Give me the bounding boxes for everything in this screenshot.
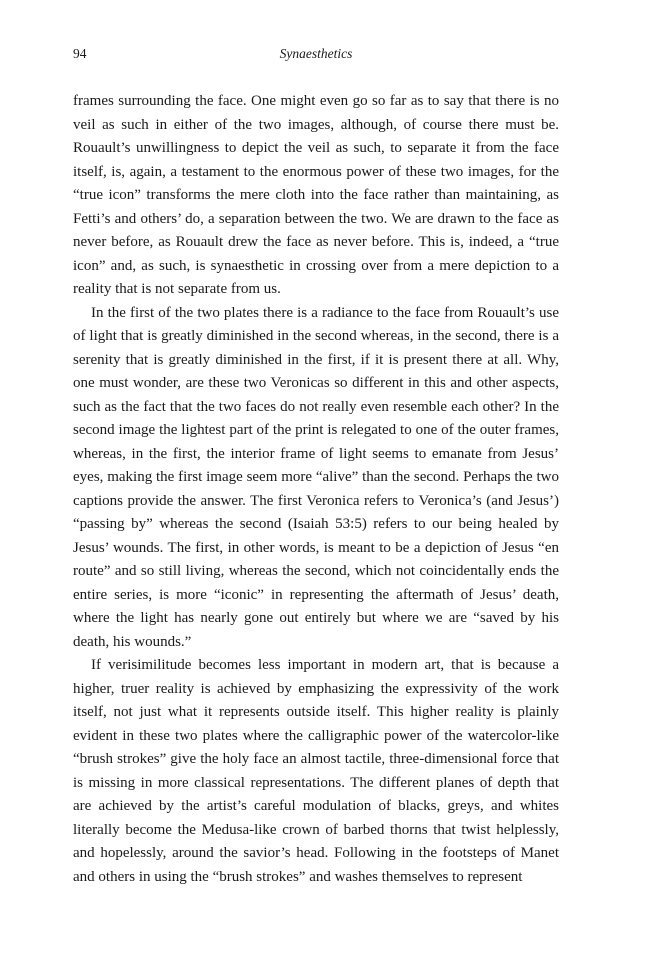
page-number: 94 xyxy=(73,46,87,61)
running-head: Synaesthetics xyxy=(279,46,353,61)
paragraph: frames surrounding the face. One might even go so far as to say that there is no veil as such in either of the two images, although, of course there must be. Rouault’s unwillingness to depict the veil as such, to separate it from the face itself, is, again, a testament to the enormous power of these two images, for the “true icon” transforms the mere cloth into the face rather than maintaining, as Fetti’s and others’ do, a separation between the two. We are drawn to the face as never before, as Rouault drew the face as never before. This is, indeed, a “true icon” and, as such, is synaesthetic in crossing over from a mere depiction to a reality that is not separate from us. xyxy=(73,93,559,297)
paragraph: If verisimilitude becomes less important in modern art, that is because a higher, truer reality is achieved by emphasizing the expressivity of the work itself, not just what it represents outside itself. This higher reality is plainly evident in these two plates where the calligraphic power of the watercolor-like “brush strokes” give the holy face an almost tactile, three-dimensional force that is missing in more classical representations. The different planes of depth that are achieved by the artist’s careful modulation of blacks, greys, and whites literally become the Medusa-like crown of barbed thorns that twist helplessly, and hopelessly, around the savior’s head. Following in the footsteps of Manet and others in using the “brush strokes” and washes themselves to represent xyxy=(73,657,559,885)
page-header xyxy=(73,46,559,66)
paragraph: In the first of the two plates there is a radiance to the face from Rouault’s use of light that is greatly diminished in the second whereas, in the second, there is a serenity that is greatly diminished in the first, if it is present there at all. Why, one must wonder, are these two Veronicas so different in this and other aspects, such as the fact that the two faces do not really even resemble each other? In the second image the lightest part of the print is relegated to one of the outer frames, whereas, in the first, the interior frame of light seems to emanate from Jesus’ eyes, making the first image seem more “alive” than the second. Perhaps the two captions provide the answer. The first Veronica refers to Veronica’s (and Jesus’) “passing by” whereas the second (Isaiah 53:5) refers to our being healed by Jesus’ wounds. The first, in other words, is meant to be a depiction of Jesus “en route” and so still living, whereas the second, which not coincidentally ends the entire series, is more “iconic” in representing the aftermath of Jesus’ death, where the light has nearly gone out entirely but where we are “saved by his death, his wounds.” xyxy=(73,304,559,650)
body-text xyxy=(73,90,559,889)
